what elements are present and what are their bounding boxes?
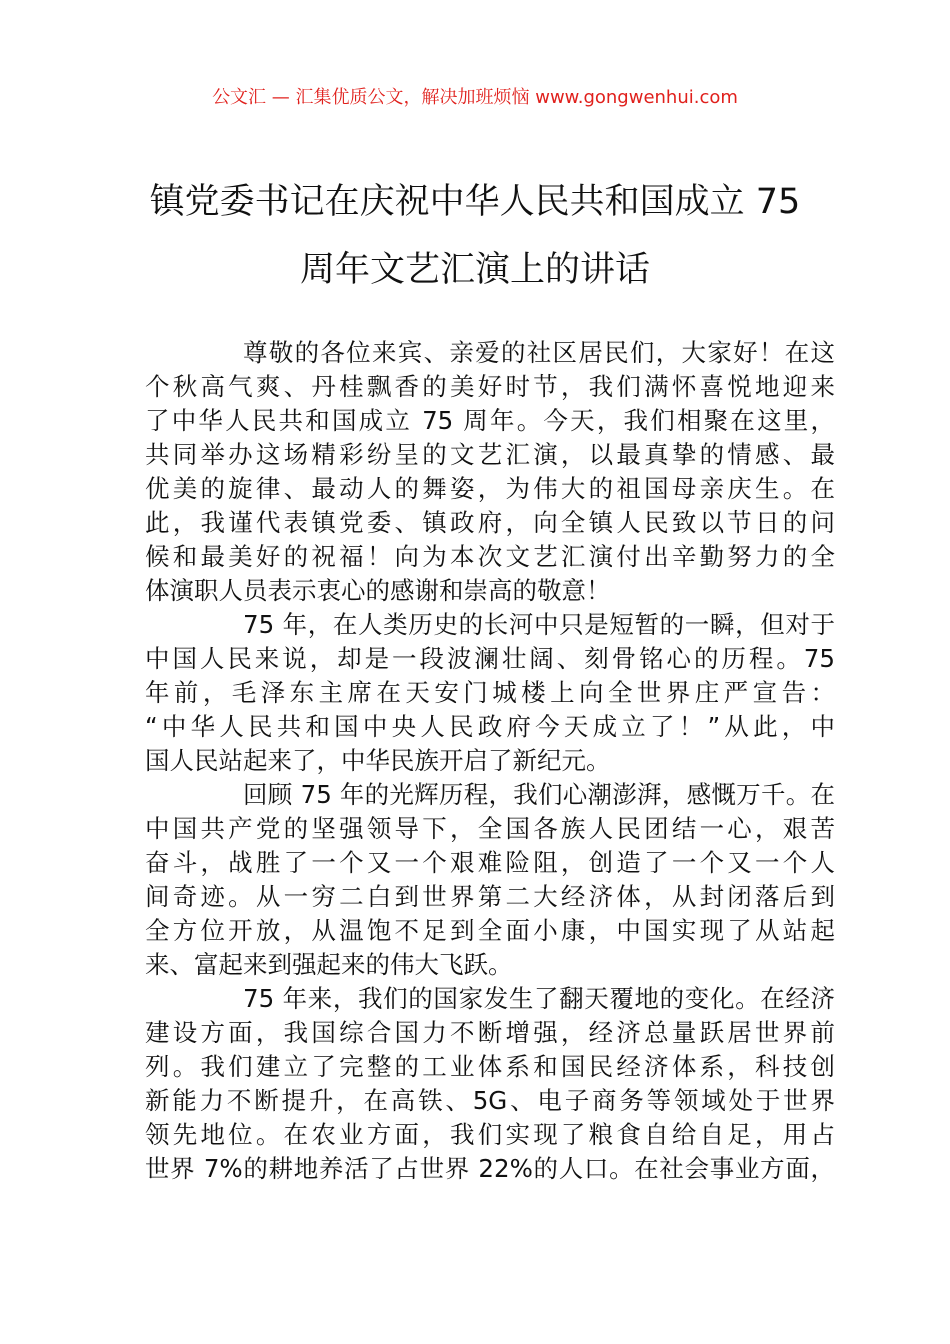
- text-line: 回顾 75 年的光辉历程，我们心潮澎湃，感慨万千。在: [243, 780, 835, 809]
- text-line: 国人民站起来了，中华民族开启了新纪元。: [145, 746, 611, 775]
- document-title-line-2: 周年文艺汇演上的讲话: [299, 250, 650, 290]
- text-line: 间奇迹。从一穷二白到世界第二大经济体，从封闭落后到: [145, 882, 835, 911]
- text-line: 来、富起来到强起来的伟大飞跃。: [145, 950, 513, 979]
- document-title-line-1: 镇党委书记在庆祝中华人民共和国成立 75: [149, 182, 801, 222]
- text-line: 个秋高气爽、丹桂飘香的美好时节，我们满怀喜悦地迎来: [145, 372, 835, 401]
- text-line: 此，我谨代表镇党委、镇政府，向全镇人民致以节日的问: [145, 508, 835, 537]
- paragraph-4: [145, 982, 835, 1186]
- text-line: 共同举办这场精彩纷呈的文艺汇演，以最真挚的情感、最: [145, 440, 835, 469]
- text-line: 新能力不断提升，在高铁、5G、电子商务等领域处于世界: [145, 1086, 835, 1115]
- text-line: “中华人民共和国中央人民政府今天成立了！”从此，中: [145, 712, 835, 741]
- text-line: 建设方面，我国综合国力不断增强，经济总量跃居世界前: [145, 1018, 835, 1047]
- paragraph-1: [145, 336, 835, 608]
- site-banner: 公文汇 — 汇集优质公文，解决加班烦恼 www.gongwenhui.com: [212, 87, 738, 108]
- text-line: 世界 7%的耕地养活了占世界 22%的人口。在社会事业方面，: [145, 1154, 835, 1183]
- text-line: 候和最美好的祝福！向为本次文艺汇演付出辛勤努力的全: [145, 542, 835, 571]
- text-line: 75 年，在人类历史的长河中只是短暂的一瞬，但对于: [243, 610, 835, 639]
- text-line: 中国人民来说，却是一段波澜壮阔、刻骨铭心的历程。75: [145, 644, 835, 673]
- paragraph-2: [145, 608, 835, 778]
- text-line: 中国共产党的坚强领导下，全国各族人民团结一心，艰苦: [145, 814, 835, 843]
- paragraph-3: [145, 778, 835, 982]
- text-line: 优美的旋律、最动人的舞姿，为伟大的祖国母亲庆生。在: [145, 474, 835, 503]
- text-line: 全方位开放，从温饱不足到全面小康，中国实现了从站起: [145, 916, 835, 945]
- text-line: 列。我们建立了完整的工业体系和国民经济体系，科技创: [145, 1052, 835, 1081]
- text-line: 尊敬的各位来宾、亲爱的社区居民们，大家好！在这: [243, 338, 835, 367]
- text-line: 了中华人民共和国成立 75 周年。今天，我们相聚在这里，: [145, 406, 835, 435]
- text-line: 75 年来，我们的国家发生了翻天覆地的变化。在经济: [243, 984, 835, 1013]
- text-line: 奋斗，战胜了一个又一个艰难险阻，创造了一个又一个人: [145, 848, 835, 877]
- text-line: 体演职人员表示衷心的感谢和崇高的敬意！: [145, 576, 611, 605]
- text-line: 领先地位。在农业方面，我们实现了粮食自给自足，用占: [145, 1120, 835, 1149]
- document-body: [145, 336, 835, 1186]
- text-line: 年前，毛泽东主席在天安门城楼上向全世界庄严宣告：: [145, 678, 835, 707]
